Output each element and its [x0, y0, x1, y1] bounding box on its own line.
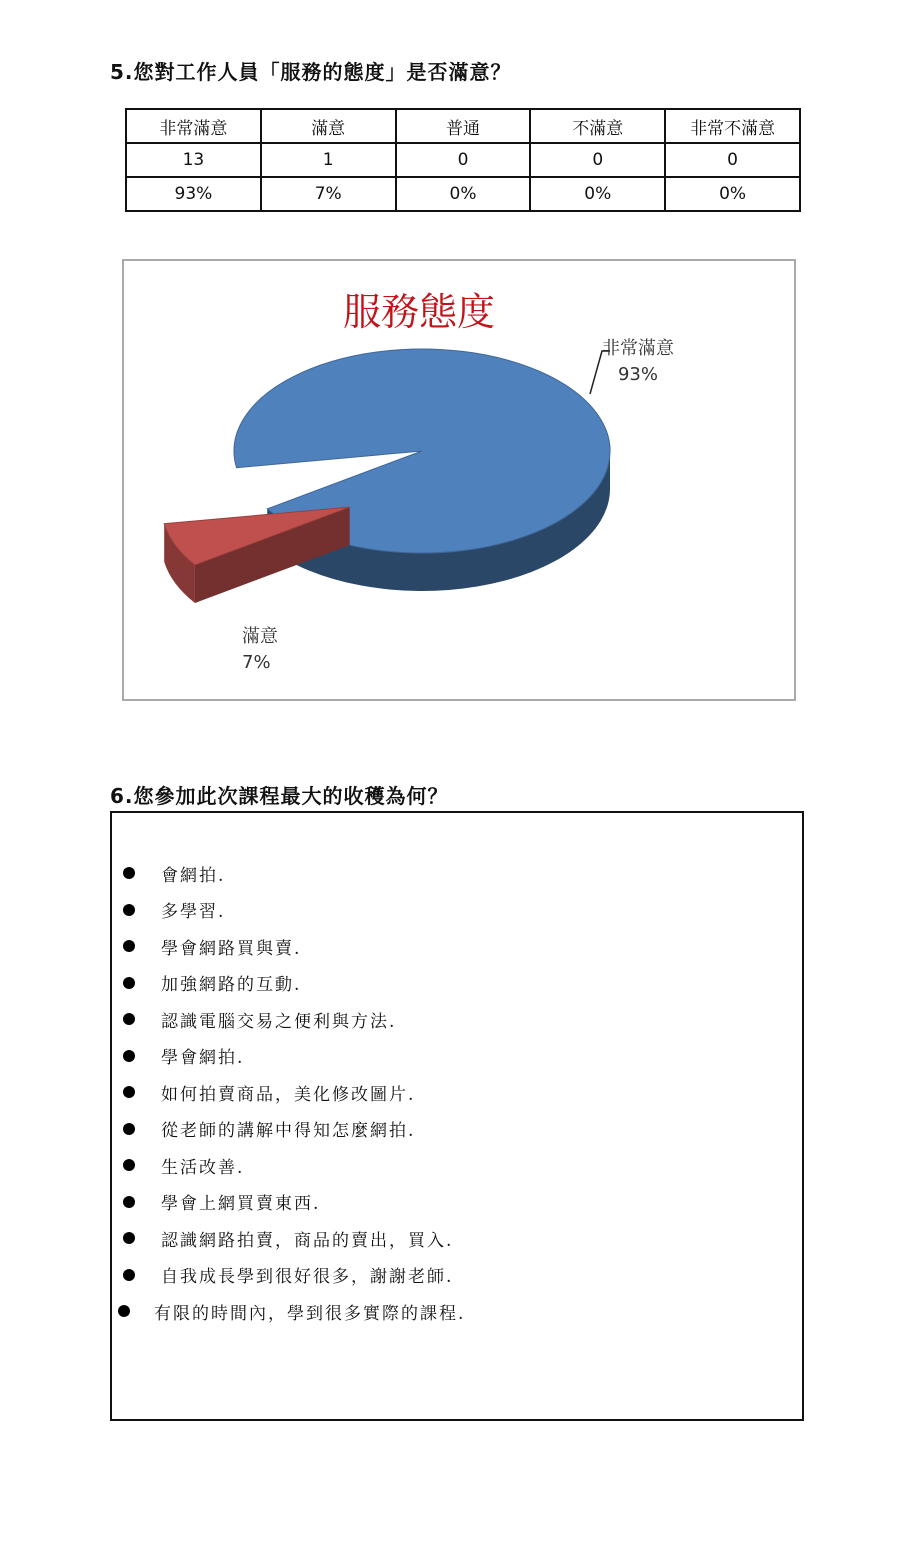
list-item	[112, 1257, 802, 1294]
pie-label-value: 7%	[242, 652, 271, 673]
answer-text: 加強網路的互動.	[161, 975, 302, 996]
list-item	[112, 1293, 802, 1330]
answer-text: 會網拍.	[161, 865, 226, 886]
percent-cell: 93%	[126, 177, 261, 211]
bullet-icon	[123, 867, 135, 879]
list-item	[112, 1001, 802, 1038]
count-cell: 0	[396, 143, 531, 177]
bullet-icon	[123, 977, 135, 989]
answer-text: 學會上網買賣東西.	[161, 1194, 321, 1215]
answer-text: 從老師的講解中得知怎麼網拍.	[161, 1121, 416, 1142]
bullet-icon	[118, 1305, 130, 1317]
list-item	[112, 1147, 802, 1184]
header-cell: 非常不滿意	[665, 109, 800, 143]
percent-cell: 0%	[665, 177, 800, 211]
bullet-icon	[123, 1159, 135, 1171]
answer-text: 學會網拍.	[161, 1048, 245, 1069]
header-cell: 非常滿意	[126, 109, 261, 143]
pie-label-value: 93%	[617, 364, 658, 385]
pie-label-name: 非常滿意	[602, 338, 674, 359]
table-header-row	[126, 109, 800, 143]
bullet-icon	[123, 1013, 135, 1025]
list-item	[112, 1184, 802, 1221]
bullet-icon	[123, 940, 135, 952]
list-item	[112, 1038, 802, 1075]
list-item	[112, 1220, 802, 1257]
list-item	[112, 965, 802, 1002]
pie-label-minor	[242, 624, 278, 676]
percent-cell: 0%	[396, 177, 531, 211]
list-item	[112, 892, 802, 929]
chart-title: 服務態度	[342, 290, 495, 334]
bullet-icon	[123, 1050, 135, 1062]
list-item	[112, 928, 802, 965]
table-count-row	[126, 143, 800, 177]
answer-text: 多學習.	[161, 902, 226, 923]
table-percent-row	[126, 177, 800, 211]
pie-chart	[122, 259, 796, 701]
answer-text: 學會網路買與賣.	[161, 938, 302, 959]
count-cell: 13	[126, 143, 261, 177]
header-cell: 不滿意	[530, 109, 665, 143]
satisfaction-table	[125, 108, 801, 212]
bullet-icon	[123, 1123, 135, 1135]
bullet-icon	[123, 904, 135, 916]
count-cell: 0	[530, 143, 665, 177]
answer-text: 認識電腦交易之便利與方法.	[161, 1011, 397, 1032]
header-cell: 普通	[396, 109, 531, 143]
list-item	[112, 1074, 802, 1111]
answer-text: 認識網路拍賣，商品的賣出，買入.	[161, 1230, 454, 1251]
bullet-icon	[123, 1086, 135, 1098]
header-cell: 滿意	[261, 109, 396, 143]
count-cell: 1	[261, 143, 396, 177]
list-item	[112, 1111, 802, 1148]
bullet-icon	[123, 1196, 135, 1208]
percent-cell: 0%	[530, 177, 665, 211]
percent-cell: 7%	[261, 177, 396, 211]
list-item	[112, 855, 802, 892]
count-cell: 0	[665, 143, 800, 177]
question-5-title: 5.您對工作人員「服務的態度」是否滿意？	[110, 60, 512, 84]
answer-list	[112, 855, 802, 1330]
pie-label-main	[602, 336, 674, 388]
answers-box	[110, 811, 804, 1421]
answer-text: 如何拍賣商品，美化修改圖片.	[161, 1084, 416, 1105]
answer-text: 自我成長學到很好很多，謝謝老師.	[161, 1267, 454, 1288]
bullet-icon	[123, 1232, 135, 1244]
answer-text: 生活改善.	[161, 1157, 245, 1178]
bullet-icon	[123, 1269, 135, 1281]
pie-label-name: 滿意	[242, 626, 278, 647]
question-6-title: 6.您參加此次課程最大的收穫為何？	[110, 784, 449, 808]
answer-text: 有限的時間內，學到很多實際的課程.	[154, 1303, 466, 1324]
